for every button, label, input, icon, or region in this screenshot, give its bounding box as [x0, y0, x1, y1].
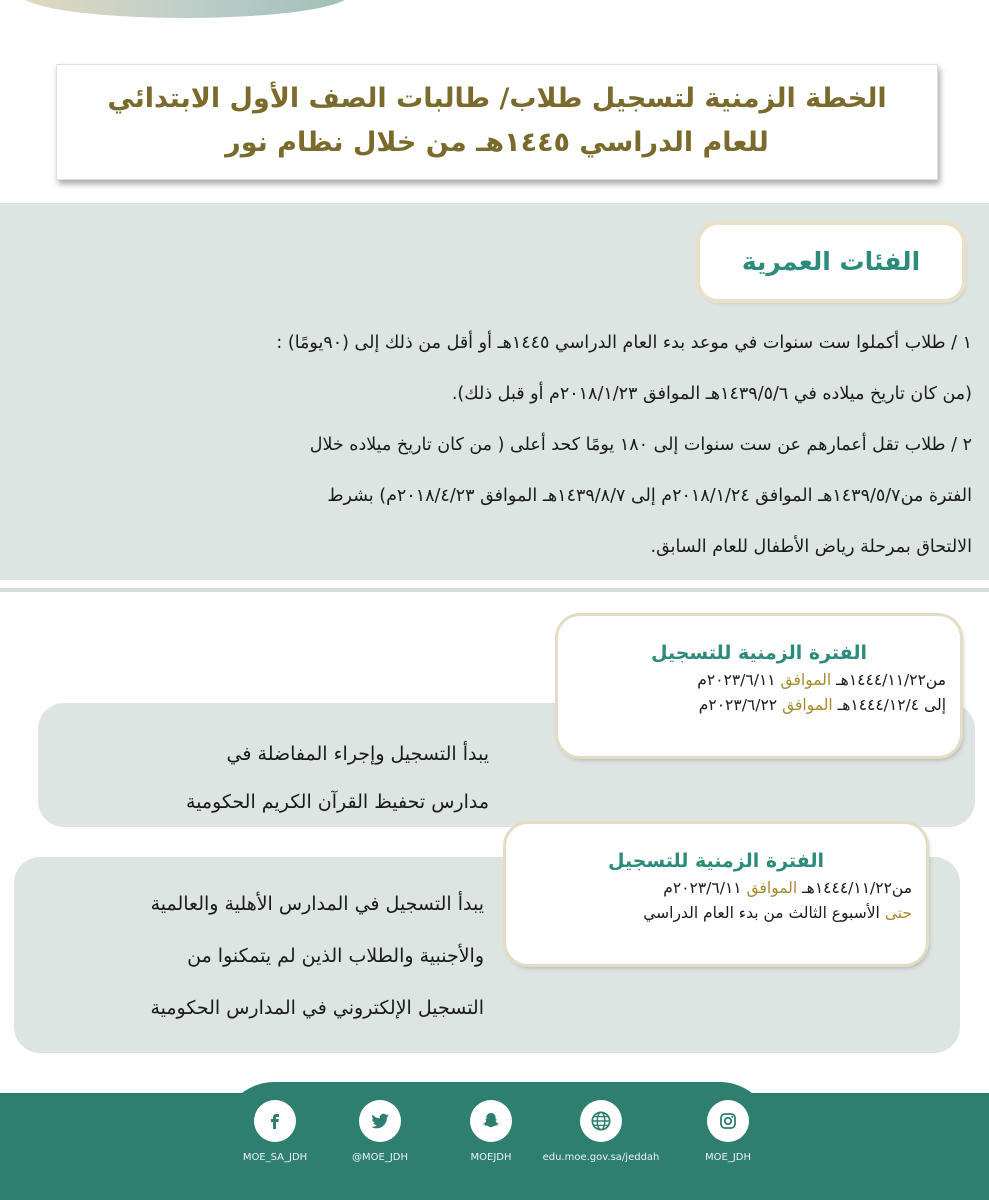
- age-line-2: (من كان تاريخ ميلاده في ١٤٣٩/٥/٦هـ الموافق ٢٠١٨/١/٢٣م أو قبل ذلك).: [451, 384, 972, 404]
- twitter-icon: [359, 1100, 401, 1142]
- title-box: [56, 64, 938, 180]
- snapchat-handle: MOEJDH: [470, 1152, 512, 1163]
- private-schools-description: [150, 878, 484, 1034]
- period-2-from-hijri: ١٤٤٤/١١/٢٢هـ: [802, 879, 892, 897]
- period-1-to-greg: ٢٠٢٣/٦/٢٢م: [698, 696, 778, 714]
- section-divider: [0, 588, 989, 592]
- period-1-to-hijri: ١٤٤٤/١٢/٤هـ: [837, 696, 920, 714]
- social-instagram[interactable]: [683, 1100, 773, 1163]
- period-1-from-prefix: من: [925, 671, 946, 689]
- quran-desc-line-2: مدارس تحفيظ القرآن الكريم الحكومية: [186, 791, 489, 813]
- period-2-to: [506, 904, 926, 922]
- header-decoration: [20, 0, 350, 18]
- period-2-from-link: الموافق: [746, 879, 798, 897]
- age-categories-heading: الفئات العمرية: [700, 225, 962, 299]
- private-desc-line-1: يبدأ التسجيل في المدارس الأهلية والعالمية: [150, 893, 484, 915]
- period-1-from: [558, 671, 960, 689]
- social-snapchat[interactable]: [446, 1100, 536, 1163]
- period-1-to-link: الموافق: [782, 696, 833, 714]
- age-line-1: ١ / طلاب أكملوا ست سنوات في موعد بدء العام الدراسي ١٤٤٥هـ أو أقل من ذلك إلى (٩٠يومًا) :: [276, 333, 972, 353]
- globe-icon: [580, 1100, 622, 1142]
- quran-desc-line-1: يبدأ التسجيل وإجراء المفاضلة في: [226, 743, 489, 765]
- facebook-icon: [254, 1100, 296, 1142]
- age-line-3: ٢ / طلاب تقل أعمارهم عن ست سنوات إلى ١٨٠ يومًا كحد أعلى ( من كان تاريخ ميلاده خلال: [309, 435, 972, 455]
- instagram-handle: MOE_JDH: [705, 1152, 751, 1163]
- twitter-handle: @MOE_JDH: [352, 1152, 408, 1163]
- period-2-to-prefix: حتى: [884, 904, 912, 922]
- age-categories-text: [22, 318, 972, 573]
- title-line-1: الخطة الزمنية لتسجيل طلاب/ طالبات الصف الأول الابتدائي: [107, 83, 887, 114]
- period-1-title: الفترة الزمنية للتسجيل: [651, 642, 867, 664]
- title-line-2: للعام الدراسي ١٤٤٥هـ من خلال نظام نور: [225, 127, 769, 158]
- period-2-from-greg: ٢٠٢٣/٦/١١م: [663, 879, 742, 897]
- period-1-from-greg: ٢٠٢٣/٦/١١م: [697, 671, 776, 689]
- period-2-to-text: الأسبوع الثالث من بدء العام الدراسي: [643, 904, 880, 922]
- age-line-5: الالتحاق بمرحلة رياض الأطفال للعام السابق.: [650, 537, 972, 557]
- period-1-to: [558, 696, 960, 714]
- quran-schools-description: [186, 730, 489, 826]
- private-desc-line-2: والأجنبية والطلاب الذين لم يتمكنوا من: [187, 945, 484, 967]
- period-1-from-hijri: ١٤٤٤/١١/٢٢هـ: [836, 671, 926, 689]
- social-twitter[interactable]: [335, 1100, 425, 1163]
- website-url: edu.moe.gov.sa/jeddah: [542, 1152, 660, 1163]
- registration-period-card-1: [558, 616, 960, 756]
- period-1-from-link: الموافق: [780, 671, 832, 689]
- period-2-from: [506, 879, 926, 897]
- social-facebook[interactable]: [230, 1100, 320, 1163]
- registration-period-card-2: [506, 824, 926, 964]
- period-2-title: الفترة الزمنية للتسجيل: [608, 850, 824, 872]
- snapchat-icon: [470, 1100, 512, 1142]
- period-2-from-prefix: من: [891, 879, 912, 897]
- instagram-icon: [707, 1100, 749, 1142]
- period-1-to-prefix: إلى: [924, 696, 946, 714]
- private-desc-line-3: التسجيل الإلكتروني في المدارس الحكومية: [150, 997, 484, 1019]
- facebook-handle: MOE_SA_JDH: [242, 1152, 308, 1163]
- social-website[interactable]: [536, 1100, 666, 1163]
- age-line-4: الفترة من١٤٣٩/٥/٧هـ الموافق ٢٠١٨/١/٢٤م إلى ١٤٣٩/٨/٧هـ الموافق ٢٠١٨/٤/٢٣م) بشرط: [327, 486, 972, 506]
